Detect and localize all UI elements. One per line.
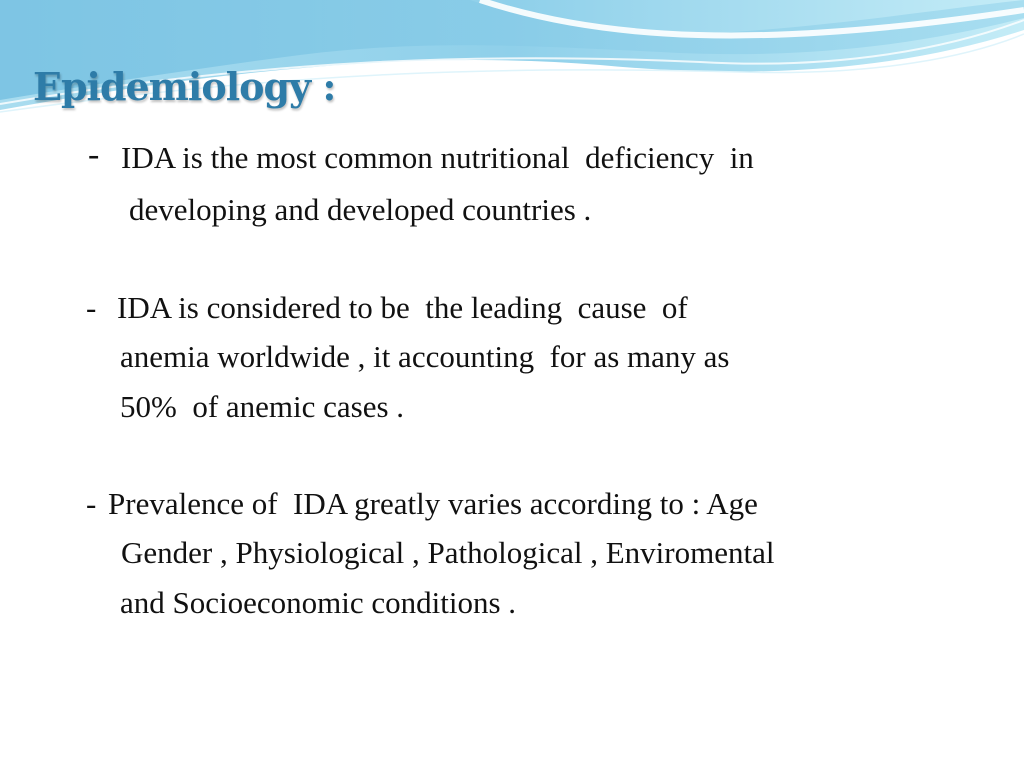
bullet-3-line-2: Gender , Physiological , Pathological , Enviromental: [121, 535, 775, 570]
bullet-1-line-2: developing and developed countries .: [129, 192, 592, 227]
bullet-1-marker: -: [88, 136, 100, 173]
bullet-3-line-3: and Socioeconomic conditions .: [120, 585, 517, 620]
bullet-3-line-1: Prevalence of IDA greatly varies according to : Age: [108, 486, 758, 521]
bullet-2-marker: -: [86, 290, 97, 325]
bullet-1-line-1: IDA is the most common nutritional deficiency in: [121, 140, 754, 175]
bullet-2-line-1: IDA is considered to be the leading cause of: [117, 290, 688, 325]
bullet-2-line-2: anemia worldwide , it accounting for as many as: [120, 339, 730, 374]
slide-title: Epidemiology :: [33, 64, 336, 109]
bullet-2-line-3: 50% of anemic cases .: [120, 389, 405, 424]
bullet-3-marker: -: [86, 486, 97, 521]
